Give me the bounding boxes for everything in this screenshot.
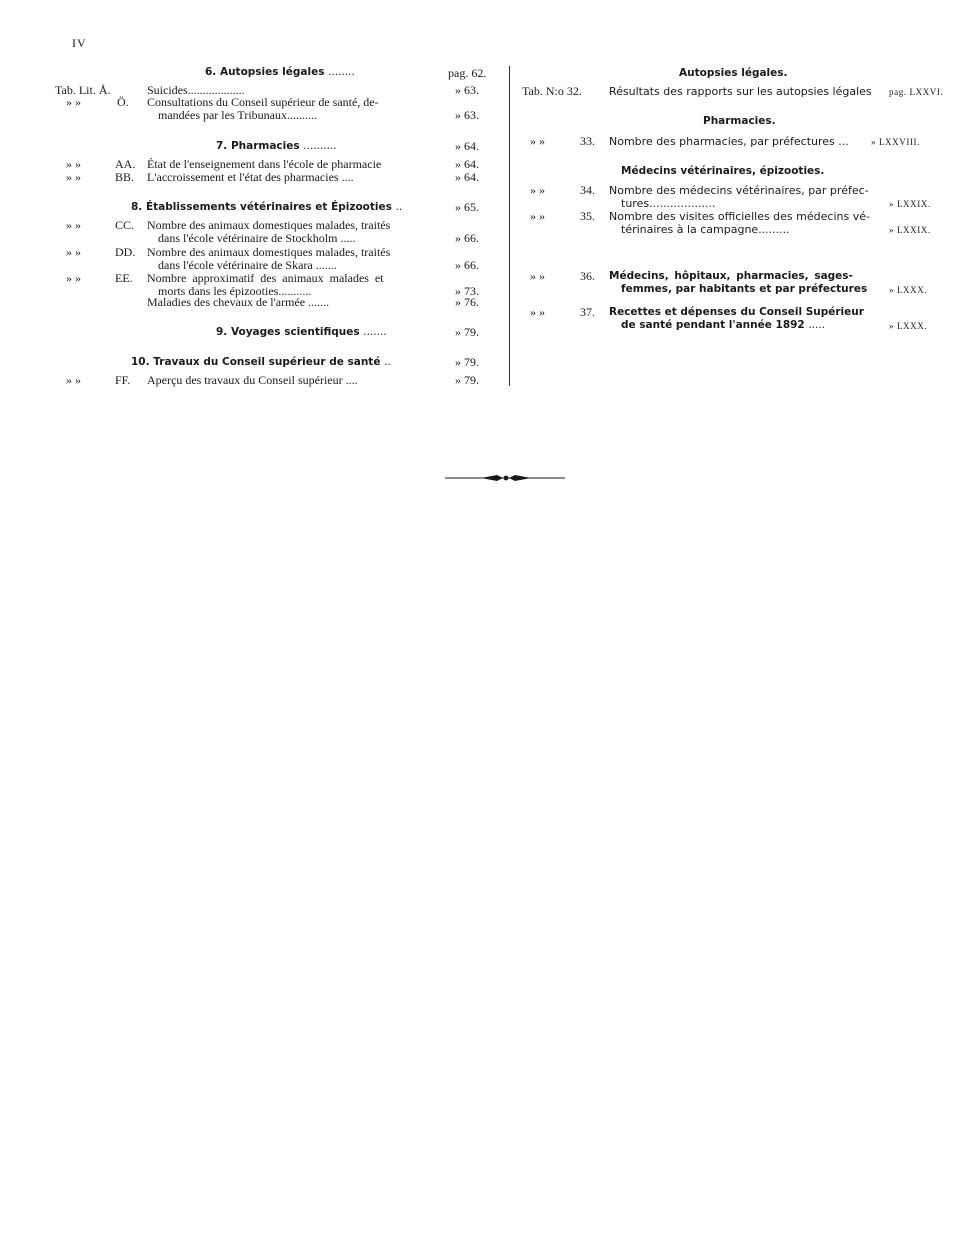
entry-cc-quote: » »	[66, 218, 81, 232]
section-6-heading: 6. Autopsies légales ........	[205, 66, 355, 78]
section-9-heading: 9. Voyages scientifiques .......	[216, 326, 387, 338]
ornament-divider	[445, 472, 565, 484]
entry-32-text: Résultats des rapports sur les autopsies légales	[609, 85, 872, 98]
entry-bb-page: » 64.	[455, 170, 479, 184]
entry-dd-text-2: dans l'école vétérinaire de Skara .......	[158, 258, 337, 272]
entry-37-text-2: de santé pendant l'année 1892 .....	[621, 319, 826, 331]
entry-bb-text: L'accroissement et l'état des pharmacies ....	[147, 170, 354, 184]
entry-o-text-1: Consultations du Conseil supérieur de santé, de-	[147, 95, 379, 109]
entry-36-text-2: femmes, par habitants et par préfectures	[621, 283, 868, 295]
entry-35-page: » LXXIX.	[889, 225, 931, 235]
entry-o-text-2: mandées par les Tribunaux..........	[158, 108, 317, 122]
entry-34-quote: » »	[530, 183, 545, 197]
entry-bb-quote: » »	[66, 170, 81, 184]
entry-ee-page: » 73.	[455, 284, 479, 298]
entry-ee-lit: EE.	[115, 271, 133, 285]
entry-maladies-text: Maladies des chevaux de l'armée .......	[147, 295, 330, 309]
entry-34-number: 34.	[580, 183, 595, 197]
entry-ff-lit: FF.	[115, 373, 131, 387]
entry-cc-lit: CC.	[115, 218, 135, 232]
entry-ff-text: Aperçu des travaux du Conseil supérieur ....	[147, 373, 358, 387]
entry-33-quote: » »	[530, 134, 545, 148]
entry-34-text-2: tures...................	[621, 197, 716, 210]
entry-36-page: » LXXX.	[889, 285, 928, 295]
heading-medecins: Médecins vétérinaires, épizooties.	[621, 165, 825, 177]
section-7-heading: 7. Pharmacies ..........	[216, 140, 337, 152]
section-8-page: » 65.	[455, 200, 479, 214]
entry-aa-quote: » »	[66, 157, 81, 171]
entry-33-text: Nombre des pharmacies, par préfectures ...	[609, 135, 849, 148]
entry-o-page: » 63.	[455, 108, 479, 122]
entry-ff-quote: » »	[66, 373, 81, 387]
section-9-page: » 79.	[455, 325, 479, 339]
entry-cc-page: » 66.	[455, 231, 479, 245]
entry-dd-page: » 66.	[455, 258, 479, 272]
entry-o-quote: » »	[66, 95, 81, 109]
entry-35-quote: » »	[530, 209, 545, 223]
entry-ee-quote: » »	[66, 271, 81, 285]
column-divider	[509, 66, 510, 386]
entry-ee-text-2: morts dans les épizooties...........	[158, 284, 312, 298]
page-number: IV	[72, 36, 87, 50]
entry-37-page: » LXXX.	[889, 321, 928, 331]
entry-35-number: 35.	[580, 209, 595, 223]
entry-34-text-1: Nombre des médecins vétérinaires, par préfec-	[609, 184, 869, 197]
heading-pharmacies: Pharmacies.	[703, 115, 776, 127]
entry-bb-lit: BB.	[115, 170, 135, 184]
entry-36-text-1: Médecins, hôpitaux, pharmacies, sages-	[609, 270, 853, 282]
entry-cc-text-2: dans l'école vétérinaire de Stockholm .....	[158, 231, 356, 245]
entry-35-text-2: térinaires à la campagne.........	[621, 223, 790, 236]
heading-autopsies: Autopsies légales.	[679, 67, 788, 79]
section-8-heading: 8. Établissements vétérinaires et Épizooties ..	[131, 201, 403, 213]
entry-a: Tab. Lit. Å.	[55, 83, 111, 97]
entry-dd-lit: DD.	[115, 245, 136, 259]
entry-aa-lit: AA.	[115, 157, 136, 171]
entry-ee-text-1: Nombre approximatif des animaux malades et	[147, 271, 384, 285]
entry-36-quote: » »	[530, 269, 545, 283]
entry-32-page: pag. LXXVI.	[889, 87, 944, 97]
entry-33-number: 33.	[580, 134, 595, 148]
entry-33-page: » LXXVIII.	[871, 137, 920, 147]
entry-aa-text: État de l'enseignement dans l'école de pharmacie	[147, 157, 382, 171]
entry-32-label: Tab. N:o 32.	[522, 84, 582, 98]
section-10-heading: 10. Travaux du Conseil supérieur de santé ..	[131, 356, 391, 368]
entry-37-quote: » »	[530, 305, 545, 319]
section-7-page: » 64.	[455, 139, 479, 153]
entry-34-page: » LXXIX.	[889, 199, 931, 209]
entry-aa-page: » 64.	[455, 157, 479, 171]
entry-37-number: 37.	[580, 305, 595, 319]
section-10-page: » 79.	[455, 355, 479, 369]
entry-ff-page: » 79.	[455, 373, 479, 387]
entry-36-number: 36.	[580, 269, 595, 283]
entry-a-page: » 63.	[455, 83, 479, 97]
entry-o-lit: Ö.	[117, 95, 129, 109]
entry-35-text-1: Nombre des visites officielles des médecins vé-	[609, 210, 870, 223]
entry-37-text-1: Recettes et dépenses du Conseil Supérieur	[609, 306, 864, 318]
entry-maladies-page: » 76.	[455, 295, 479, 309]
entry-dd-quote: » »	[66, 245, 81, 259]
section-6-page: pag. 62.	[448, 66, 487, 80]
entry-dd-text-1: Nombre des animaux domestiques malades, traités	[147, 245, 391, 259]
entry-a-text: Suicides...................	[147, 83, 245, 97]
entry-cc-text-1: Nombre des animaux domestiques malades, traités	[147, 218, 391, 232]
